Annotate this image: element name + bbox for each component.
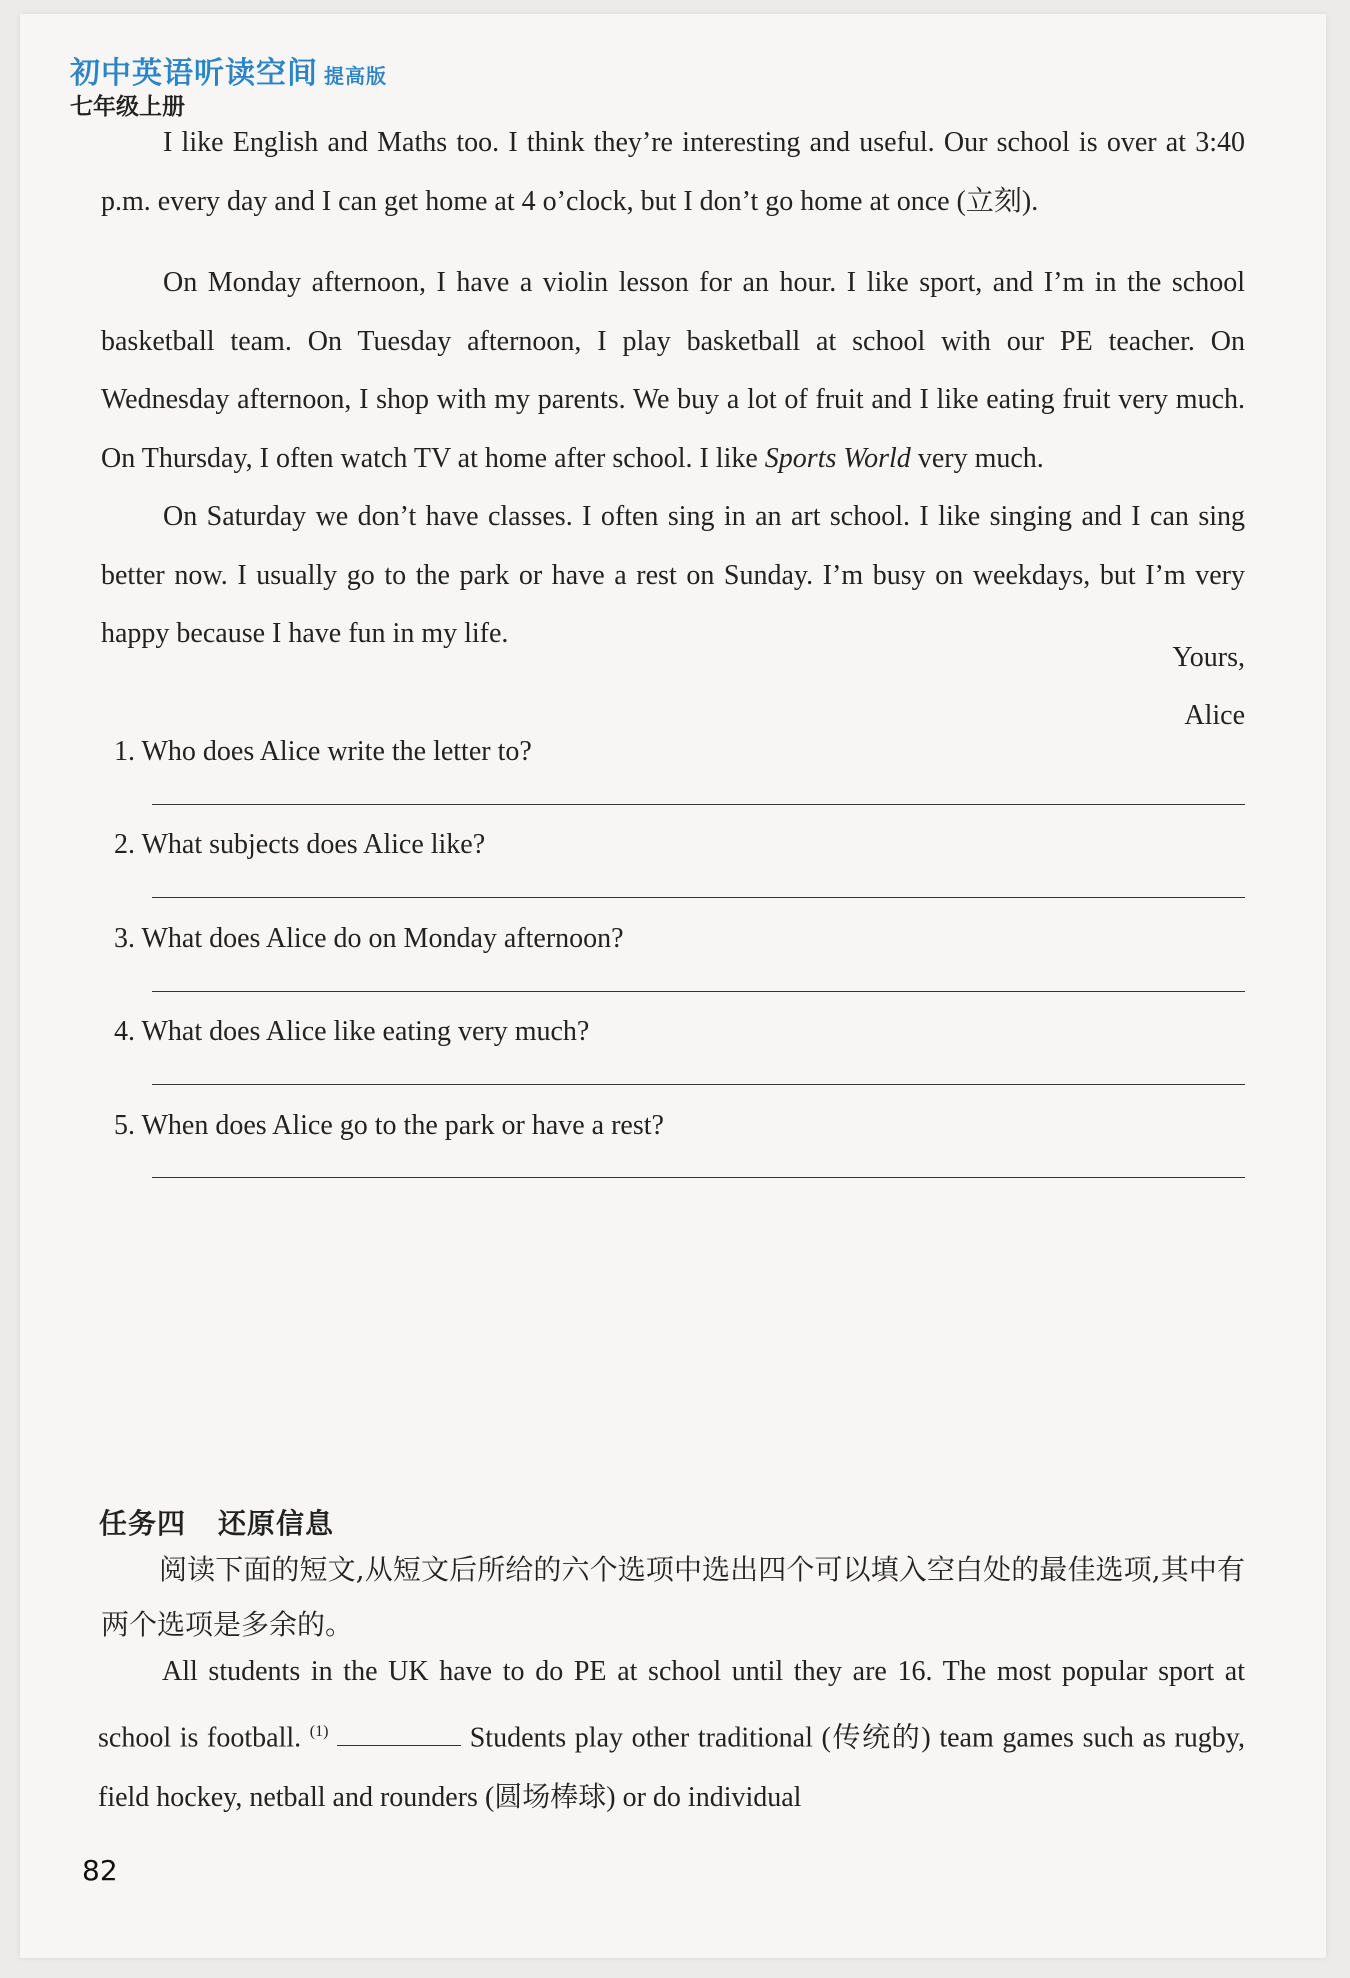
page [20, 14, 1326, 1958]
letter-paragraph-2-text: On Monday afternoon, I have a violin lesson for an hour. I like sport, and I’m in the school basketball team. On Tuesday afternoon, I play basketball at school with our PE teacher. On Wednesday afternoon, I shop with my parents. We buy a lot of fruit and I like eating fruit very much. On Thursday, I often watch TV at home after school. I like [101, 267, 1245, 474]
letter-paragraph-1: I like English and Maths too. I think they’re interesting and useful. Our school is over at 3:40 p.m. every day and I can get home at 4 o’clock, but I don’t go home at once (立刻). [101, 127, 1245, 217]
grade-label: 七年级上册 [70, 93, 185, 120]
letter-paragraph-2 [101, 254, 1245, 488]
letter-paragraph-2-tail: very much. [910, 442, 1044, 474]
blank-1 [337, 1721, 461, 1746]
tv-show-title: Sports World [764, 442, 911, 474]
question-4: 4. What does Alice like eating very much? [114, 1016, 590, 1047]
task4-passage-start: All students in the UK have to do PE at school until they are 16. The most popular sport at school is football. [98, 1656, 1245, 1754]
book-title [70, 48, 387, 92]
answer-line-1 [152, 804, 1245, 805]
task4-passage-end: Students play other traditional (传统的) team games such as rugby, field hockey, netball and rounders (圆场棒球) or do individual [98, 1722, 1245, 1814]
task4-heading [99, 1502, 334, 1542]
task4-instruction: 阅读下面的短文,从短文后所给的六个选项中选出四个可以填入空白处的最佳选项,其中有两个选项是多余的。 [101, 1553, 1245, 1641]
edition-label: 提高版 [324, 64, 387, 88]
letter-closing: Yours, [1172, 642, 1245, 673]
question-5: 5. When does Alice go to the park or have a rest? [114, 1110, 664, 1141]
answer-line-5 [152, 1177, 1245, 1178]
question-1: 1. Who does Alice write the letter to? [114, 736, 532, 767]
task4-passage [98, 1642, 1245, 1828]
book-title-text: 初中英语听读空间 [70, 56, 318, 91]
letter-signature: Alice [1184, 700, 1245, 731]
question-3: 3. What does Alice do on Monday afternoon? [114, 923, 624, 954]
letter-paragraph-3: On Saturday we don’t have classes. I often sing in an art school. I like singing and I can sing better now. I usually go to the park or have a rest on Sunday. I’m busy on weekdays, but I’m very happy because I have fun in my life. [101, 501, 1245, 649]
answer-line-2 [152, 897, 1245, 898]
answer-line-3 [152, 991, 1245, 992]
page-number: 82 [82, 1854, 118, 1887]
blank-number-1: (1) [309, 1723, 329, 1740]
task4-label: 任务四 [99, 1507, 187, 1540]
answer-line-4 [152, 1084, 1245, 1085]
task4-title: 还原信息 [218, 1507, 335, 1540]
question-2: 2. What subjects does Alice like? [114, 829, 486, 860]
